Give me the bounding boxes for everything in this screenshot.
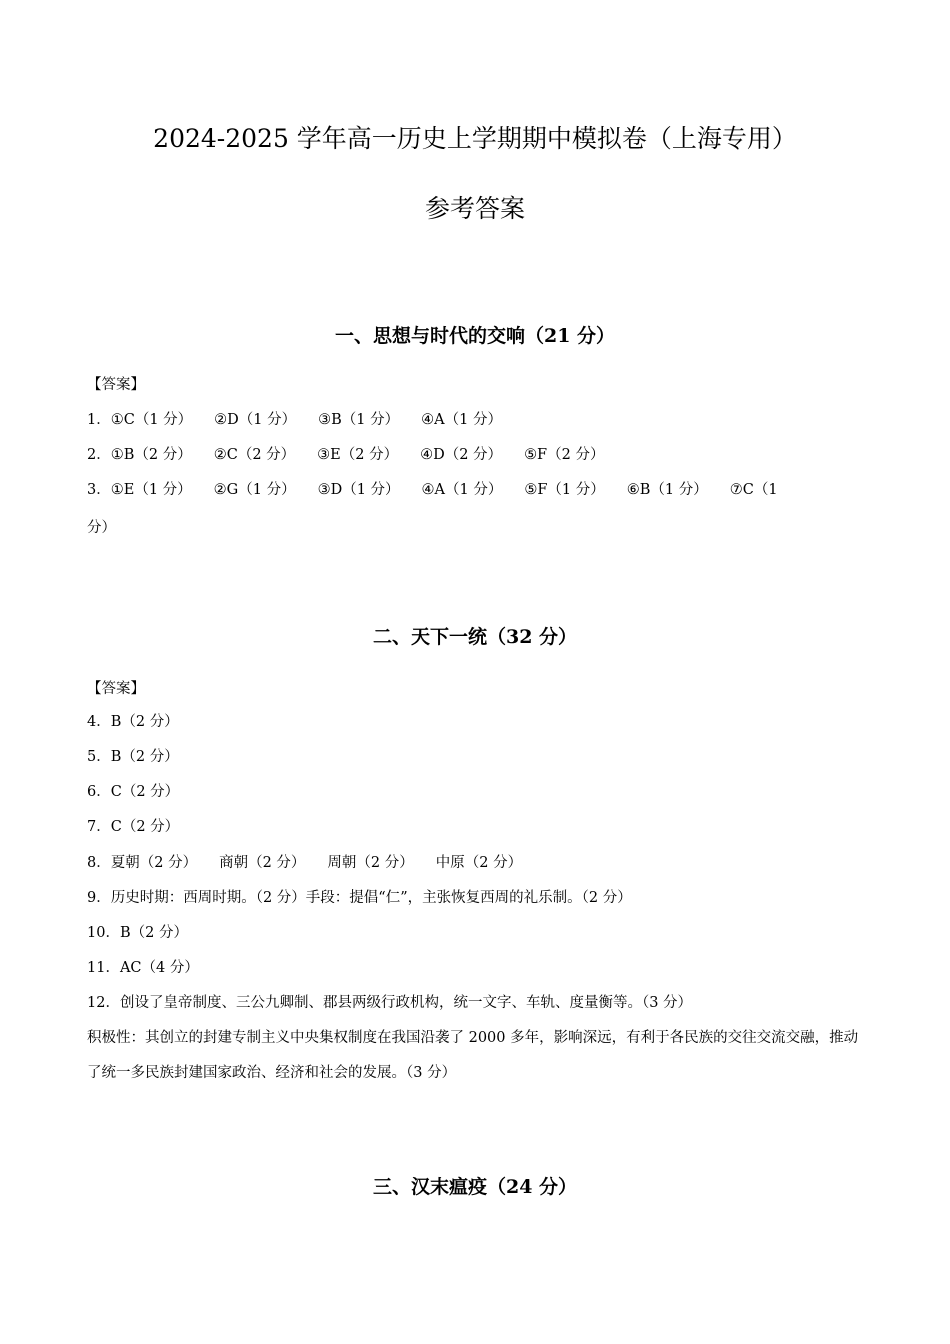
answer-item: ⑦C（1 [729,482,778,498]
section-heading-1: 一、思想与时代的交响（21 分） [334,325,616,347]
question-number: 2． [87,447,111,463]
question-3-answers [87,480,778,500]
section-heading-2: 二、天下一统（32 分） [372,626,578,648]
answer-item: ③E（2 分） [317,447,399,463]
answer-item: ①C（1 分） [110,412,193,428]
question-7-answer: 7．C（2 分） [87,819,180,835]
question-number: 1． [87,412,111,428]
question-6-answer: 6．C（2 分） [87,784,180,800]
question-5-answer: 5．B（2 分） [87,749,179,765]
question-2-answers [87,445,604,465]
answer-item: ⑥B（1 分） [626,482,708,498]
answer-item: ②D（1 分） [214,412,297,428]
question-8-answers [87,853,522,873]
answer-item: ①E（1 分） [110,482,192,498]
answer-item: 中原（2 分） [435,855,523,871]
answer-item: ④D（2 分） [420,447,503,463]
document-subtitle: 参考答案 [424,194,525,223]
question-12-paragraph: 积极性：其创立的封建专制主义中央集权制度在我国沿袭了 2000 多年，影响深远，有利于各民族的交往交流交融，推动了统一多民族封建国家政治、经济和社会的发展。（3 分） [87,1030,859,1081]
answer-label: 【答案】 [87,681,145,697]
answer-item: ④A（1 分） [421,412,502,428]
answer-item: ②C（2 分） [213,447,296,463]
answer-item: ⑤F（2 分） [524,447,605,463]
question-12-answer: 12．创设了皇帝制度、三公九卿制、郡县两级行政机构，统一文字、车轨、度量衡等。（3 分） [87,995,693,1011]
question-4-answer: 4．B（2 分） [87,714,179,730]
question-number: 8． [87,855,111,871]
question-3-wrap: 分） [87,520,116,536]
document-title: 2024-2025 学年高一历史上学期期中模拟卷（上海专用） [153,124,797,153]
question-9-answer: 9．历史时期：西周时期。（2 分）手段：提倡“仁”，主张恢复西周的礼乐制。（2 分） [87,890,632,906]
question-11-answer: 11．AC（4 分） [87,960,199,976]
answer-item: ②G（1 分） [213,482,296,498]
section-heading-3: 三、汉末瘟疫（24 分） [372,1176,578,1198]
question-1-answers [87,410,502,430]
answer-label: 【答案】 [87,377,145,393]
answer-item: ③D（1 分） [317,482,400,498]
answer-item: ④A（1 分） [421,482,503,498]
answer-item: 周朝（2 分） [327,855,414,871]
question-10-answer: 10．B（2 分） [87,925,188,941]
answer-item: ③B（1 分） [318,412,400,428]
answer-item: ⑤F（1 分） [524,482,605,498]
answer-item: ①B（2 分） [110,447,192,463]
answer-item: 商朝（2 分） [219,855,306,871]
answer-item: 夏朝（2 分） [110,855,198,871]
question-number: 3． [87,482,111,498]
